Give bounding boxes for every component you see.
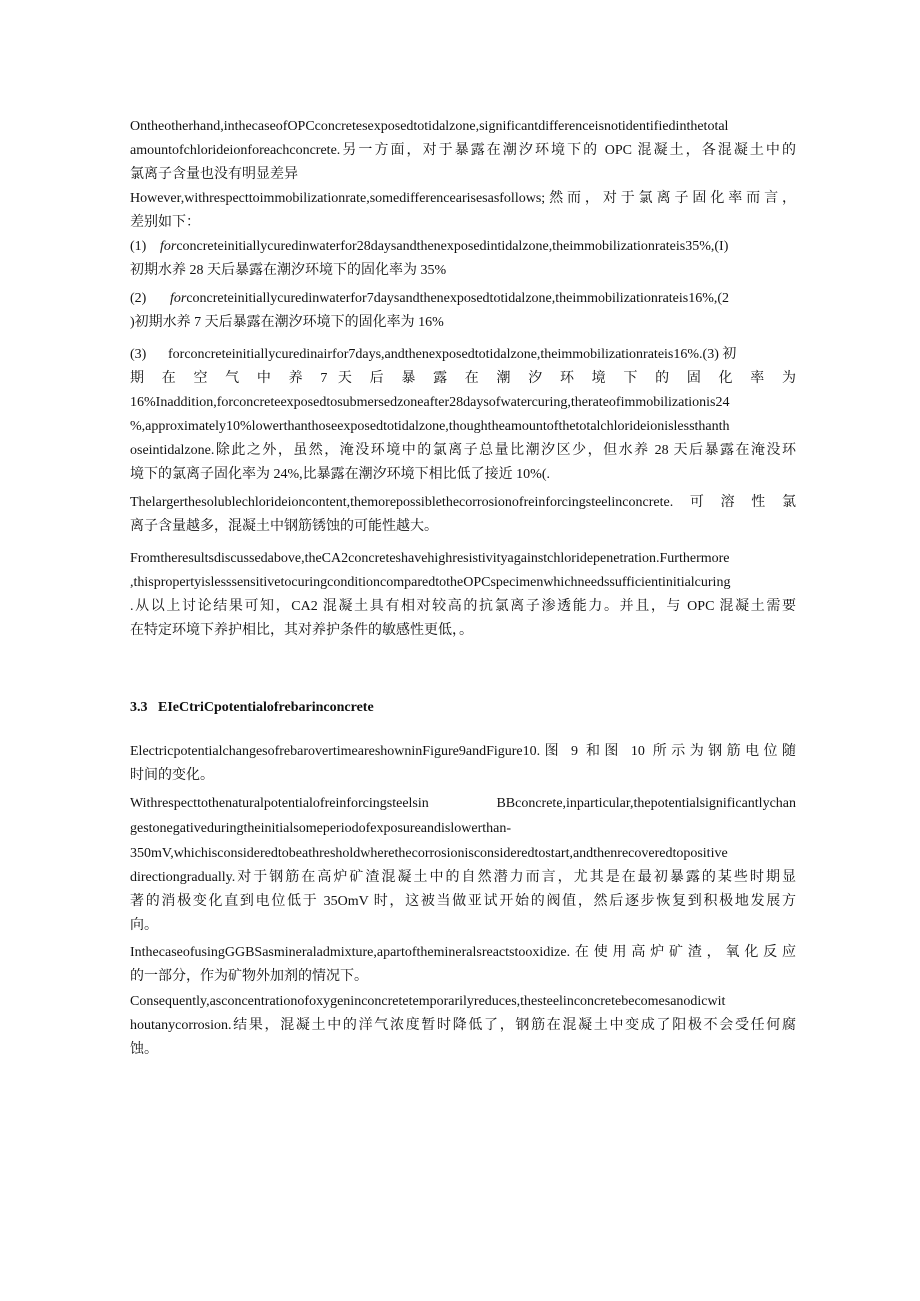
paragraph-7-line-1: InthecaseofusingGGBSasmineraladmixture,apartofthemineralsreactstooxidize.在使用高炉矿渣，氧化反应 bbox=[130, 945, 796, 960]
paragraph-4-line-1: Fromtheresultsdiscussedabove,theCA2concreteshavehighresistivityagainstchloridepenetration.Furthermore bbox=[130, 551, 730, 566]
list-item-2-number: (2) bbox=[130, 291, 147, 306]
paragraph-1-line-2: amountofchlorideionforeachconcrete.另一方面，对于暴露在潮汐环境下的 OPC 混凝土，各混凝土中的 bbox=[130, 143, 796, 158]
paragraph-1-line-1: Ontheotherhand,inthecaseofOPCconcretesexposedtotidalzone,significantdifferenceisnotidentifiedinthetotal bbox=[130, 119, 729, 134]
list-item-2-text: concreteinitiallycuredinwaterfor7daysandthenexposedtotidalzone,theimmobilizationrateis16%,(2 bbox=[186, 291, 730, 306]
paragraph-4-line-2: ,thispropertyislesssensitivetocuringconditioncomparedtotheOPCspecimenwhichneedssufficientinitialcuring bbox=[130, 575, 731, 590]
paragraph-6-line-2: gestonegativeduringtheinitialsomeperiodofexposureandislowerthan- bbox=[130, 821, 512, 836]
paragraph-6-line-1: Withrespecttothenaturalpotentialofreinforcingsteelsin BBconcrete,inparticular,thepotentialsignificantlychan bbox=[130, 796, 796, 811]
list-item-3-line-2: 期 在 空 气 中 养 7 天 后 暴 露 在 潮 汐 环 境 下 的 固 化 率 为 bbox=[130, 371, 796, 386]
section-title: EIeCtriCpotentialofrebarinconcrete bbox=[158, 700, 374, 715]
paragraph-5-line-1: ElectricpotentialchangesofrebarovertimeareshowninFigure9andFigure10.图 9 和图 10 所示为钢筋电位随 bbox=[130, 744, 796, 759]
paragraph-3-line-1: Thelargerthesolublechlorideioncontent,themorepossiblethecorrosionofreinforcingsteelinconcrete.可溶性氯 bbox=[130, 495, 796, 510]
list-item-3-line-5: oseintidalzone.除此之外，虽然，淹没环境中的氯离子总量比潮汐区少，但水养 28 天后暴露在淹没环 bbox=[130, 443, 796, 458]
paragraph-2-line-2: 差别如下： bbox=[130, 215, 200, 230]
list-item-3-line-3: 16%Inaddition,forconcreteexposedtosubmersedzoneafter28daysofwatercuring,therateofimmobilizationis24 bbox=[130, 395, 730, 410]
paragraph-5-line-2: 时间的变化。 bbox=[130, 768, 214, 783]
paragraph-6-line-3: 350mV,whichisconsideredtobeathresholdwherethecorrosionisconsideredtostart,andthenrecoveredtopositive bbox=[130, 846, 728, 861]
paragraph-8-line-2: houtanycorrosion.结果，混凝土中的洋气浓度暂时降低了，钢筋在混凝土中变成了阳极不会受任何腐 bbox=[130, 1018, 796, 1033]
section-heading bbox=[130, 698, 796, 718]
list-item-2-line-1 bbox=[130, 289, 796, 309]
paragraph-6-line-6: 向。 bbox=[130, 918, 158, 933]
list-item-1-line-2: 初期水养 28 天后暴露在潮汐环境下的固化率为 35% bbox=[130, 263, 447, 278]
list-item-2-italic: for bbox=[170, 291, 187, 306]
section-number: 3.3 bbox=[130, 700, 148, 715]
paragraph-3-line-2: 离子含量越多，混凝土中钢筋锈蚀的可能性越大。 bbox=[130, 519, 438, 534]
paragraph-2-line-1: However,withrespecttoimmobilizationrate,somedifferencearisesasfollows;然而，对于氯离子固化率而言， bbox=[130, 191, 796, 206]
list-item-1-line-1 bbox=[130, 237, 796, 257]
paragraph-1-line-3: 氯离子含量也没有明显差异 bbox=[130, 167, 298, 182]
list-item-2-line-2: )初期水养 7 天后暴露在潮汐环境下的固化率为 16% bbox=[130, 315, 444, 330]
list-item-3-line-1 bbox=[130, 345, 796, 365]
paragraph-6-line-4: directiongradually.对于钢筋在高炉矿渣混凝土中的自然潜力而言，尤其是在最初暴露的某些时期显 bbox=[130, 870, 796, 885]
list-item-1-text: concreteinitiallycuredinwaterfor28daysandthenexposedintidalzone,theimmobilizationrateis35%,(I) bbox=[176, 239, 729, 254]
paragraph-4-line-4: 在特定环境下养护相比，其对养护条件的敏感性更低，。 bbox=[130, 623, 473, 638]
list-item-3-line-4: %,approximately10%lowerthanthoseexposedtotidalzone,thoughtheamountofthetotalchlorideionislessthanth bbox=[130, 419, 730, 434]
paragraph-8-line-1: Consequently,asconcentrationofoxygeninconcretetemporarilyreduces,thesteelinconcretebecomesanodicwit bbox=[130, 994, 726, 1009]
list-item-1-italic: for bbox=[160, 239, 177, 254]
paragraph-6-line-5: 著的消极变化直到电位低于 35OmV 时，这被当做亚试开始的阀值，然后逐步恢复到积极地发展方 bbox=[130, 894, 796, 909]
paragraph-7-line-2: 的一部分，作为矿物外加剂的情况下。 bbox=[130, 969, 368, 984]
list-item-3-text: forconcreteinitiallycuredinairfor7days,andthenexposedtotidalzone,theimmobilizationrateis16%.(3) 初 bbox=[168, 347, 737, 362]
list-item-3-line-6: 境下的氯离子固化率为 24%,比暴露在潮汐环境下相比低了接近 10%(. bbox=[130, 467, 550, 482]
paragraph-4-line-3: .从以上讨论结果可知，CA2 混凝土具有相对较高的抗氯离子渗透能力。并且，与 OPC 混凝土需要 bbox=[130, 599, 796, 614]
paragraph-8-line-3: 蚀。 bbox=[130, 1042, 158, 1057]
list-item-1-number: (1) bbox=[130, 239, 147, 254]
list-item-3-number: (3) bbox=[130, 347, 147, 362]
